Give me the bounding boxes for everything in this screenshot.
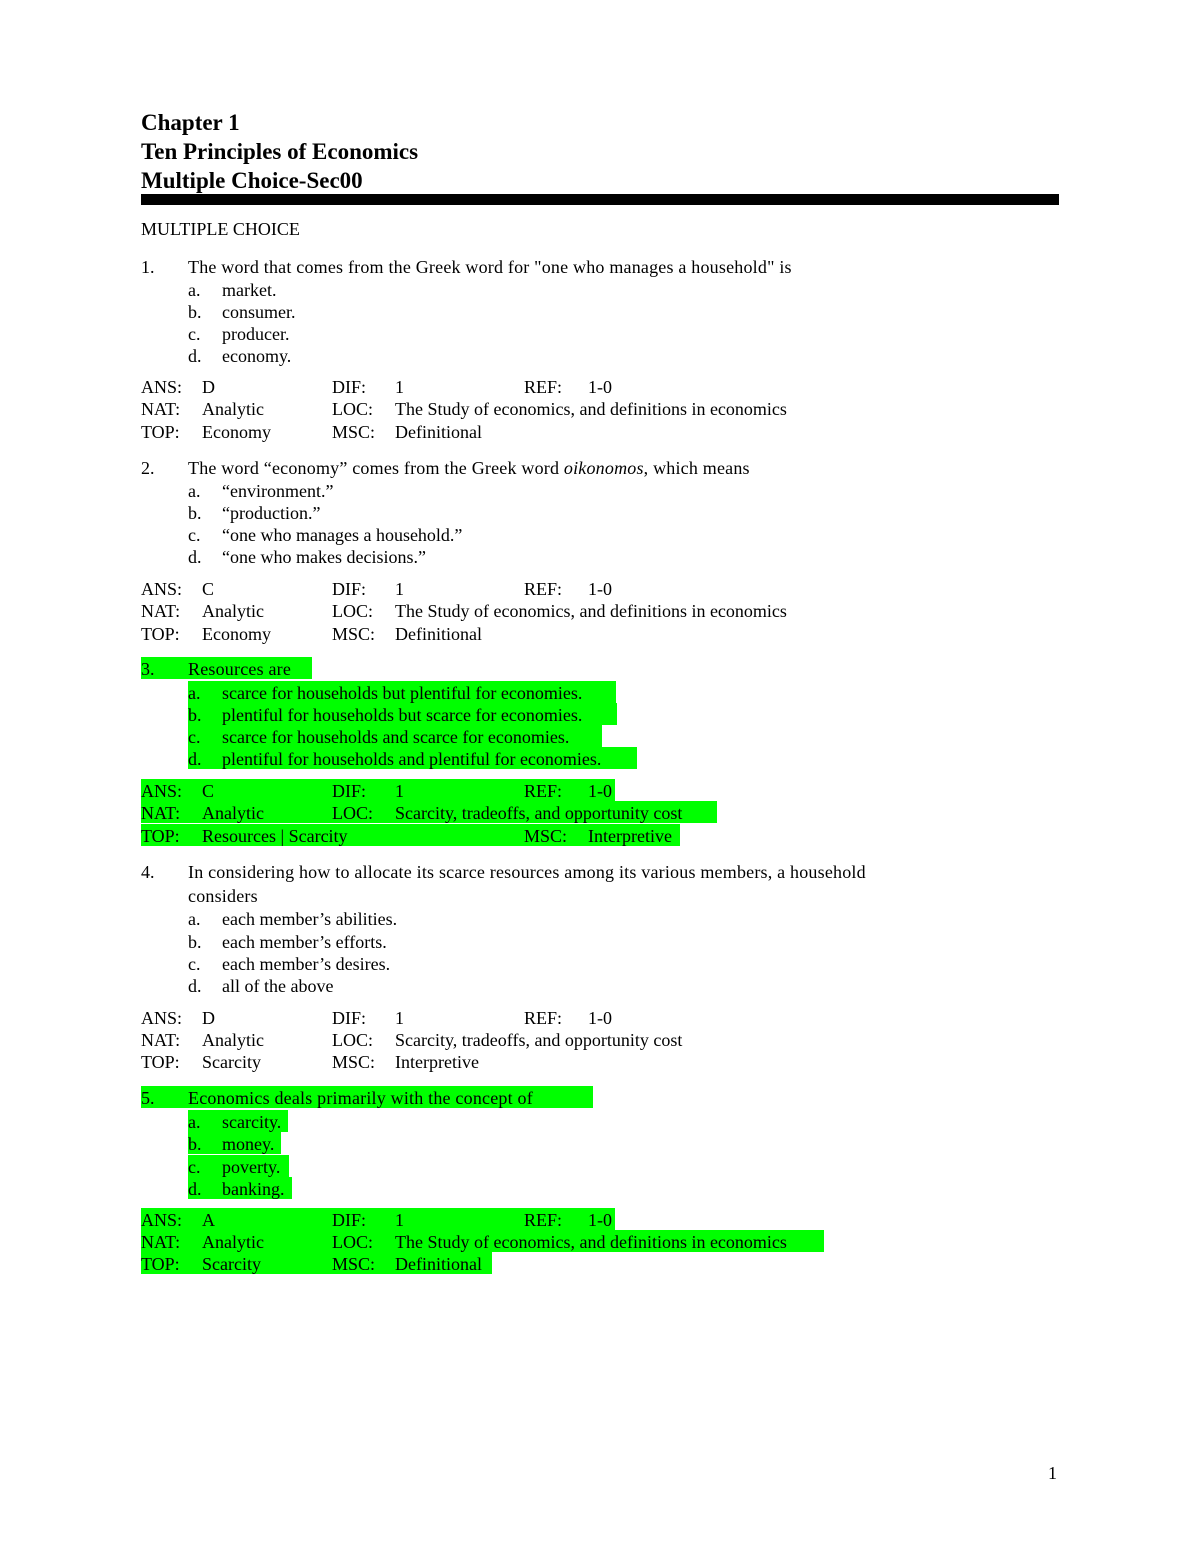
chapter-title: Ten Principles of Economics: [141, 139, 419, 164]
choice-letter: b.: [188, 705, 202, 725]
choice-text: consumer.: [222, 302, 296, 322]
choice-letter: b.: [188, 932, 202, 952]
choice-text: plentiful for households but scarce for economies.: [222, 705, 583, 725]
choice-text: “production.”: [222, 503, 321, 523]
choice-text: “one who manages a household.”: [222, 525, 463, 545]
reference-value: 1-0: [588, 579, 612, 599]
nat-value: Analytic: [202, 601, 264, 621]
choice-letter: b.: [188, 1134, 202, 1154]
choice-letter: d.: [188, 1179, 202, 1199]
nat-value: Analytic: [202, 1232, 264, 1252]
choice-letter: a.: [188, 1112, 201, 1132]
topic-value: Scarcity: [202, 1052, 261, 1072]
loc-value: The Study of economics, and definitions in economics: [395, 399, 787, 419]
question-number: 1.: [141, 257, 155, 277]
reference-value: 1-0: [588, 781, 612, 801]
choice-letter: d.: [188, 547, 202, 567]
reference-value: 1-0: [588, 377, 612, 397]
topic-value: Economy: [202, 624, 271, 644]
choice-letter: c.: [188, 1157, 201, 1177]
difficulty-value: 1: [395, 1210, 404, 1230]
meta-label: DIF:: [332, 579, 367, 599]
meta-label: DIF:: [332, 377, 367, 397]
meta-label: LOC:: [332, 601, 374, 621]
msc-value: Definitional: [395, 422, 482, 442]
meta-label: DIF:: [332, 1008, 367, 1028]
loc-value: The Study of economics, and definitions in economics: [395, 601, 787, 621]
question-stem: The word that comes from the Greek word for "one who manages a household" is: [188, 257, 792, 277]
question-number: 3.: [141, 659, 155, 679]
question-stem-line: considers: [188, 886, 258, 906]
chapter-subtitle: Multiple Choice-Sec00: [141, 168, 363, 193]
choice-text: plentiful for households and plentiful for economies.: [222, 749, 602, 769]
difficulty-value: 1: [395, 1008, 404, 1028]
choice-text: each member’s efforts.: [222, 932, 387, 952]
loc-value: Scarcity, tradeoffs, and opportunity cost: [395, 1030, 683, 1050]
meta-label: TOP:: [141, 826, 180, 846]
choice-text: all of the above: [222, 976, 334, 996]
meta-label: DIF:: [332, 781, 367, 801]
choice-text: producer.: [222, 324, 290, 344]
question-number: 5.: [141, 1088, 155, 1108]
section-label: MULTIPLE CHOICE: [141, 219, 300, 239]
choice-letter: c.: [188, 954, 201, 974]
choice-text: each member’s desires.: [222, 954, 391, 974]
meta-label: ANS:: [141, 579, 183, 599]
meta-label: NAT:: [141, 1030, 181, 1050]
answer-value: D: [202, 1008, 215, 1028]
difficulty-value: 1: [395, 781, 404, 801]
msc-value: Definitional: [395, 624, 482, 644]
difficulty-value: 1: [395, 377, 404, 397]
choice-letter: d.: [188, 976, 202, 996]
choice-letter: a.: [188, 481, 201, 501]
meta-label: LOC:: [332, 803, 374, 823]
answer-value: D: [202, 377, 215, 397]
meta-label: NAT:: [141, 399, 181, 419]
meta-label: REF:: [524, 781, 563, 801]
stem-italic-term: oikonomos: [563, 458, 644, 478]
choice-text: poverty.: [222, 1157, 281, 1177]
meta-label: NAT:: [141, 803, 181, 823]
choice-letter: b.: [188, 503, 202, 523]
meta-label: MSC:: [332, 422, 376, 442]
choice-text: scarce for households and scarce for economies.: [222, 727, 570, 747]
topic-value: Economy: [202, 422, 271, 442]
question-stem: [188, 457, 750, 479]
choice-letter: d.: [188, 749, 202, 769]
choice-text: each member’s abilities.: [222, 909, 398, 929]
meta-label: TOP:: [141, 422, 180, 442]
answer-value: C: [202, 781, 215, 801]
loc-value: Scarcity, tradeoffs, and opportunity cost: [395, 803, 683, 823]
answer-value: A: [202, 1210, 215, 1230]
page-number: 1: [1048, 1463, 1057, 1483]
meta-label: ANS:: [141, 781, 183, 801]
choice-letter: a.: [188, 909, 201, 929]
meta-label: ANS:: [141, 1210, 183, 1230]
choice-letter: a.: [188, 280, 201, 300]
nat-value: Analytic: [202, 399, 264, 419]
meta-label: ANS:: [141, 377, 183, 397]
choice-letter: c.: [188, 727, 201, 747]
meta-label: ANS:: [141, 1008, 183, 1028]
question-stem: Economics deals primarily with the concept of: [188, 1088, 533, 1108]
reference-value: 1-0: [588, 1210, 612, 1230]
msc-value: Interpretive: [395, 1052, 479, 1072]
question-number: 2.: [141, 458, 155, 478]
choice-letter: d.: [188, 346, 202, 366]
stem-text: The word “economy” comes from the Greek word: [188, 458, 564, 478]
reference-value: 1-0: [588, 1008, 612, 1028]
choice-letter: b.: [188, 302, 202, 322]
question-stem: Resources are: [188, 659, 292, 679]
meta-label: MSC:: [332, 1052, 376, 1072]
choice-text: banking.: [222, 1179, 285, 1199]
nat-value: Analytic: [202, 803, 264, 823]
meta-label: REF:: [524, 1210, 563, 1230]
meta-label: NAT:: [141, 1232, 181, 1252]
choice-text: market.: [222, 280, 277, 300]
loc-value: The Study of economics, and definitions in economics: [395, 1232, 787, 1252]
choice-text: “one who makes decisions.”: [222, 547, 426, 567]
topic-value: Scarcity: [202, 1254, 261, 1274]
header-rule: [141, 194, 1059, 205]
meta-label: REF:: [524, 1008, 563, 1028]
chapter-heading: Chapter 1: [141, 110, 240, 135]
meta-label: MSC:: [524, 826, 568, 846]
meta-label: REF:: [524, 579, 563, 599]
question-number: 4.: [141, 862, 155, 882]
choice-text: economy.: [222, 346, 292, 366]
difficulty-value: 1: [395, 579, 404, 599]
meta-label: TOP:: [141, 1052, 180, 1072]
choice-letter: c.: [188, 324, 201, 344]
choice-text: scarcity.: [222, 1112, 282, 1132]
meta-label: LOC:: [332, 1030, 374, 1050]
msc-value: Definitional: [395, 1254, 482, 1274]
meta-label: TOP:: [141, 1254, 180, 1274]
choice-text: “environment.”: [222, 481, 334, 501]
choice-text: money.: [222, 1134, 275, 1154]
question-stem-line: In considering how to allocate its scarce resources among its various members, a household: [188, 862, 866, 882]
answer-value: C: [202, 579, 215, 599]
choice-text: scarce for households but plentiful for economies.: [222, 683, 583, 703]
stem-text: , which means: [643, 458, 750, 478]
meta-label: NAT:: [141, 601, 181, 621]
meta-label: LOC:: [332, 399, 374, 419]
meta-label: REF:: [524, 377, 563, 397]
meta-label: MSC:: [332, 1254, 376, 1274]
nat-value: Analytic: [202, 1030, 264, 1050]
meta-label: LOC:: [332, 1232, 374, 1252]
meta-label: TOP:: [141, 624, 180, 644]
choice-letter: a.: [188, 683, 201, 703]
meta-label: MSC:: [332, 624, 376, 644]
topic-value: Resources | Scarcity: [202, 826, 348, 846]
msc-value: Interpretive: [588, 826, 672, 846]
choice-letter: c.: [188, 525, 201, 545]
meta-label: DIF:: [332, 1210, 367, 1230]
